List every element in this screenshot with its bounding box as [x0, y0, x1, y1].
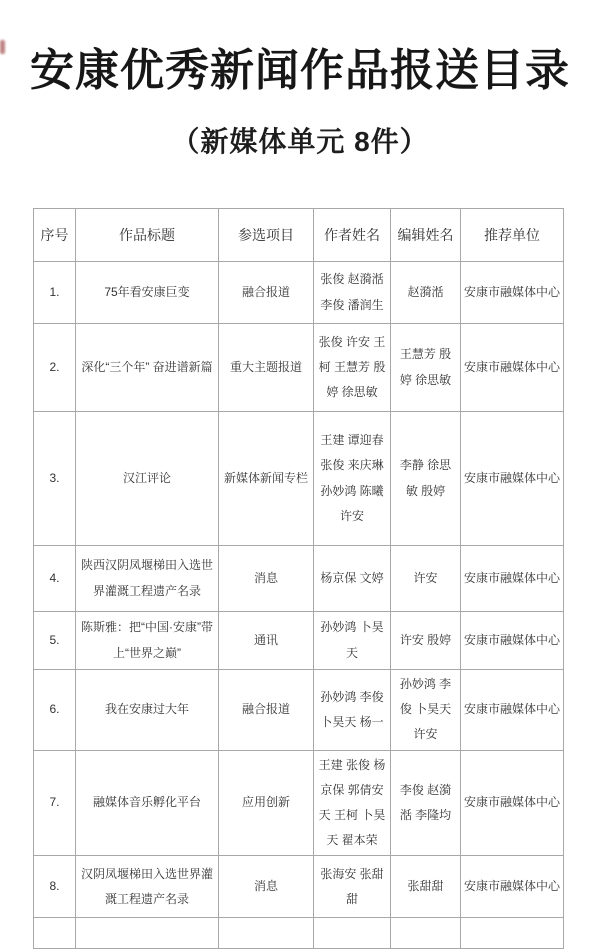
cell-category: 消息: [219, 856, 314, 918]
cell-authors: 王建 谭迎春 张俊 来庆琳 孙妙鸿 陈曦 许安: [314, 412, 391, 546]
cell-editors: 孙妙鸿 李俊 卜昊天 许安: [391, 670, 461, 751]
cell-category: [219, 918, 314, 949]
cell-no: 7.: [34, 750, 76, 856]
cell-editors: [391, 918, 461, 949]
cell-editors: 许安 殷婷: [391, 612, 461, 670]
cell-authors: 杨京保 文婷: [314, 546, 391, 612]
col-header-title: 作品标题: [76, 209, 219, 262]
cell-no: 5.: [34, 612, 76, 670]
col-header-authors: 作者姓名: [314, 209, 391, 262]
cell-authors: 张俊 赵漪湉 李俊 潘润生: [314, 262, 391, 324]
cell-unit: 安康市融媒体中心: [461, 324, 564, 412]
cell-category: 融合报道: [219, 262, 314, 324]
cell-authors: 王建 张俊 杨京保 郭倩安天 王柯 卜昊天 翟本荣: [314, 750, 391, 856]
table-row: [34, 546, 564, 612]
cell-title: 深化“三个年” 奋进谱新篇: [76, 324, 219, 412]
cell-editors: 赵漪湉: [391, 262, 461, 324]
cell-unit: 安康市融媒体中心: [461, 546, 564, 612]
cell-unit: 安康市融媒体中心: [461, 612, 564, 670]
cell-no: 2.: [34, 324, 76, 412]
cell-category: 重大主题报道: [219, 324, 314, 412]
cell-unit: 安康市融媒体中心: [461, 670, 564, 751]
table-row: [34, 856, 564, 918]
cell-category: 通讯: [219, 612, 314, 670]
cell-editors: 李俊 赵漪湉 李隆均: [391, 750, 461, 856]
cell-unit: 安康市融媒体中心: [461, 262, 564, 324]
cell-category: 新媒体新闻专栏: [219, 412, 314, 546]
table-header-row: [34, 209, 564, 262]
cell-unit: [461, 918, 564, 949]
cell-no: 4.: [34, 546, 76, 612]
cell-authors: 张俊 许安 王柯 王慧芳 殷婷 徐思敏: [314, 324, 391, 412]
cell-no: [34, 918, 76, 949]
submission-table: [33, 208, 564, 949]
table-row: [34, 750, 564, 856]
cell-authors: 孙妙鸿 李俊 卜昊天 杨一: [314, 670, 391, 751]
cell-unit: 安康市融媒体中心: [461, 856, 564, 918]
cell-title: 75年看安康巨变: [76, 262, 219, 324]
cell-category: 应用创新: [219, 750, 314, 856]
cell-editors: 李静 徐思敏 殷婷: [391, 412, 461, 546]
cell-no: 6.: [34, 670, 76, 751]
cell-no: 3.: [34, 412, 76, 546]
cell-no: 8.: [34, 856, 76, 918]
col-header-unit: 推荐单位: [461, 209, 564, 262]
cell-category: 消息: [219, 546, 314, 612]
table-row-empty: [34, 918, 564, 949]
cell-authors: [314, 918, 391, 949]
page-subtitle: （新媒体单元 8件）: [171, 126, 429, 157]
table-row: [34, 612, 564, 670]
cell-no: 1.: [34, 262, 76, 324]
col-header-category: 参选项目: [219, 209, 314, 262]
cell-authors: 孙妙鸿 卜昊天: [314, 612, 391, 670]
table-row: [34, 262, 564, 324]
cell-title: 陈斯雅：把“中国·安康”带上“世界之巅”: [76, 612, 219, 670]
cell-editors: 许安: [391, 546, 461, 612]
cell-title: 汉江评论: [76, 412, 219, 546]
cell-title: 汉阴凤堰梯田入选世界灌溉工程遗产名录: [76, 856, 219, 918]
cell-title: 我在安康过大年: [76, 670, 219, 751]
table-row: [34, 670, 564, 751]
cell-authors: 张海安 张甜甜: [314, 856, 391, 918]
col-header-editors: 编辑姓名: [391, 209, 461, 262]
cell-category: 融合报道: [219, 670, 314, 751]
cell-unit: 安康市融媒体中心: [461, 750, 564, 856]
photo-artifact-mark: [0, 40, 5, 54]
page-title: 安康优秀新闻作品报送目录: [30, 46, 570, 95]
cell-unit: 安康市融媒体中心: [461, 412, 564, 546]
cell-editors: 王慧芳 殷婷 徐思敏: [391, 324, 461, 412]
cell-title: [76, 918, 219, 949]
cell-title: 融媒体音乐孵化平台: [76, 750, 219, 856]
cell-title: 陕西汉阴凤堰梯田入选世界灌溉工程遗产名录: [76, 546, 219, 612]
table-row: [34, 324, 564, 412]
table-row: [34, 412, 564, 546]
cell-editors: 张甜甜: [391, 856, 461, 918]
col-header-no: 序号: [34, 209, 76, 262]
